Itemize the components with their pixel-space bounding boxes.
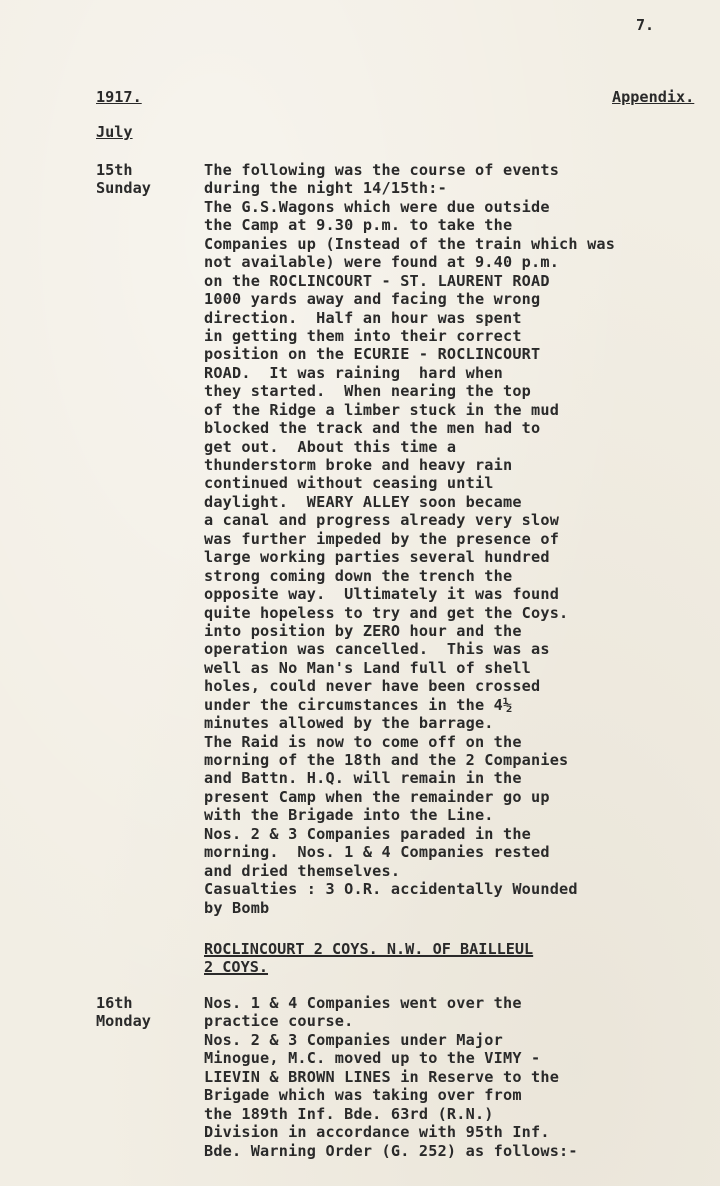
text-line: Brigade which was taking over from [204, 1086, 522, 1105]
text-line: practice course. [204, 1012, 354, 1031]
location-heading [204, 940, 533, 977]
entry-text-16th [204, 994, 578, 1160]
text-line: under the circumstances in the 4½ [204, 695, 513, 714]
text-line: strong coming down the trench the [204, 566, 513, 585]
entry-date-15th [96, 161, 151, 198]
text-line: morning. Nos. 1 & 4 Companies rested [204, 843, 550, 862]
text-line: Nos. 2 & 3 Companies paraded in the [204, 824, 532, 843]
text-line: Minogue, M.C. moved up to the VIMY - [204, 1049, 541, 1068]
text-line: during the night 14/15th:- [204, 179, 447, 198]
text-line: thunderstorm broke and heavy rain [204, 456, 513, 474]
text-line: Companies up (Instead of the train which was [204, 234, 616, 253]
text-line: with the Brigade into the Line. [204, 806, 494, 825]
text-line: Nos. 2 & 3 Companies under Major [204, 1030, 503, 1049]
entry-day: Sunday [96, 179, 151, 198]
text-line: position on the ECURIE - ROCLINCOURT [204, 345, 541, 364]
text-line: large working parties several hundred [204, 548, 550, 567]
month-heading: July [96, 123, 133, 141]
text-line: ROAD. It was raining hard when [204, 363, 503, 382]
text-line: LIEVIN & BROWN LINES in Reserve to the [204, 1067, 560, 1086]
year-heading: 1917. [96, 88, 142, 106]
text-line: direction. Half an hour was spent [204, 308, 522, 327]
text-line: on the ROCLINCOURT - ST. LAURENT ROAD [204, 271, 550, 290]
text-line: get out. About this time a [204, 437, 457, 456]
text-line: and Battn. H.Q. will remain in the [204, 769, 522, 788]
entry-date-16th [96, 994, 151, 1031]
appendix-heading: Appendix. [612, 88, 695, 106]
text-line: quite hopeless to try and get the Coys. [204, 603, 569, 622]
location-heading-line: ROCLINCOURT 2 COYS. N.W. OF BAILLEUL [204, 940, 534, 958]
text-line: they started. When nearing the top [204, 382, 532, 401]
text-line: blocked the track and the men had to [204, 419, 541, 438]
text-line: The Raid is now to come off on the [204, 732, 522, 751]
text-line: Nos. 1 & 4 Companies went over the [204, 994, 522, 1012]
text-line: holes, could never have been crossed [204, 677, 541, 696]
entry-day: Monday [96, 1012, 151, 1031]
text-line: minutes allowed by the barrage. [204, 714, 494, 733]
text-line: a canal and progress already very slow [204, 511, 560, 530]
text-line: Casualties : 3 O.R. accidentally Wounded [204, 880, 578, 899]
text-line: morning of the 18th and the 2 Companies [204, 751, 569, 769]
entry-text-15th [204, 161, 615, 917]
text-line: not available) were found at 9.40 p.m. [204, 253, 560, 272]
location-heading-line: 2 COYS. [204, 958, 269, 977]
text-line: the 189th Inf. Bde. 63rd (R.N.) [204, 1104, 494, 1123]
text-line: Division in accordance with 95th Inf. [204, 1123, 550, 1142]
text-line: in getting them into their correct [204, 326, 522, 345]
text-line: of the Ridge a limber stuck in the mud [204, 400, 560, 419]
text-line: 1000 yards away and facing the wrong [204, 290, 541, 309]
entry-date: 16th [96, 994, 133, 1012]
text-line: was further impeded by the presence of [204, 529, 560, 548]
text-line: daylight. WEARY ALLEY soon became [204, 492, 522, 511]
text-line: The G.S.Wagons which were due outside [204, 197, 550, 216]
text-line: opposite way. Ultimately it was found [204, 585, 560, 604]
page-number: 7. [636, 16, 655, 34]
text-line: by Bomb [204, 898, 270, 917]
entry-date: 15th [96, 161, 133, 179]
text-line: present Camp when the remainder go up [204, 787, 550, 806]
text-line: continued without ceasing until [204, 474, 494, 493]
text-line: and dried themselves. [204, 861, 401, 880]
text-line: well as No Man's Land full of shell [204, 658, 532, 677]
text-line: Bde. Warning Order (G. 252) as follows:- [204, 1141, 578, 1160]
text-line: The following was the course of events [204, 161, 560, 179]
text-line: operation was cancelled. This was as [204, 640, 550, 659]
text-line: into position by ZERO hour and the [204, 621, 522, 640]
text-line: the Camp at 9.30 p.m. to take the [204, 216, 513, 235]
